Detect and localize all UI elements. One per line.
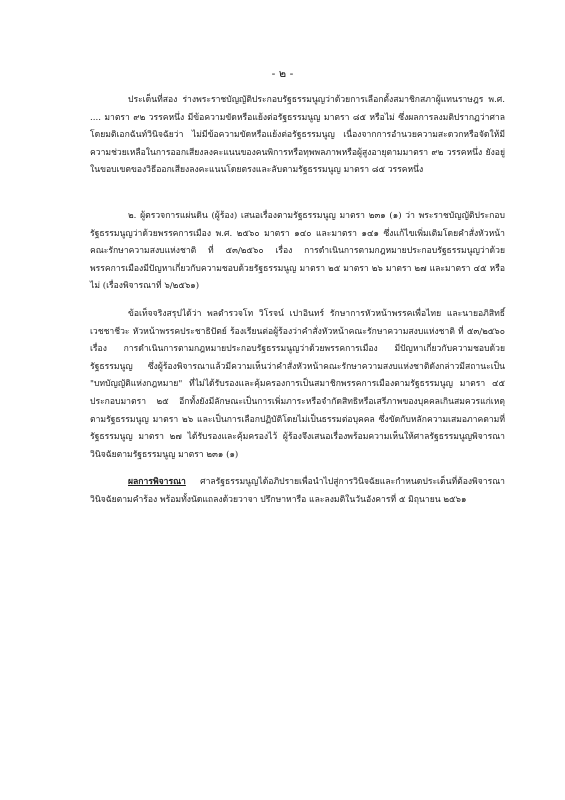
paragraph-facts: ข้อเท็จจริงสรุปได้ว่า พลตำรวจโท วิโรจน์ เปาอินทร์ รักษาการหัวหน้าพรรคเพื่อไทย และนายอภิสิทธิ์ เวชชาชีวะ หัวหน้าพรรคประชาธิปัตย์ ร้องเรียนต่อผู้ร้องว่าคำสั่งหัวหน้าคณะรักษาความสงบแห่งชาติ ที่ ๕๓/๒๕๖๐ เรื่อง การดำเนินการตามกฎหมายประกอบรัฐธรรมนูญว่าด้วยพรรคการเมือง มีปัญหาเกี่ยวกับความชอบด้วยรัฐธรรมนูญ ซึ่งผู้ร้องพิจารณาแล้วมีความเห็นว่าคำสั่งหัวหน้าคณะรักษาความสงบแห่งชาติดังกล่าวมีสถานะเป็น "บทบัญญัติแห่งกฎหมาย" ที่ไม่ได้รับรองและคุ้มครองการเป็นสมาชิกพรรคการเมืองตามรัฐธรรมนูญ มาตรา ๔๕ ประกอบมาตรา ๒๕ อีกทั้งยังมีลักษณะเป็นการเพิ่มภาระหรือจำกัดสิทธิหรือเสรีภาพของบุคคลเกินสมควรแก่เหตุตามรัฐธรรมนูญ มาตรา ๒๖ และเป็นการเลือกปฏิบัติโดยไม่เป็นธรรมต่อบุคคล ซึ่งขัดกับหลักความเสมอภาคตามที่รัฐธรรมนูญ มาตรา ๒๗ ได้รับรองและคุ้มครองไว้ ผู้ร้องจึงเสนอเรื่องพร้อมความเห็นให้ศาลรัฐธรรมนูญพิจารณาวินิจฉัยตามรัฐธรรมนูญ มาตรา ๒๓๑ (๑) bbox=[90, 308, 505, 460]
paragraph-issue-two: ประเด็นที่สอง ร่างพระราชบัญญัติประกอบรัฐธรรมนูญว่าด้วยการเลือกตั้งสมาชิกสภาผู้แทนราษฎร พ.ศ. .... มาตรา ๙๒ วรรคหนึ่ง มีข้อความขัดหรือแย้งต่อรัฐธรรมนูญ มาตรา ๘๕ หรือไม่ ซึ่งผลการลงมติปรากฏว่าศาลโดยมติเอกฉันท์วินิจฉัยว่า ไม่มีข้อความขัดหรือแย้งต่อรัฐธรรมนูญ เนื่องจากการอำนวยความสะดวกหรือจัดให้มีความช่วยเหลือในการออกเสียงลงคะแนนของคนพิการหรือทุพพลภาพหรือผู้สูงอายุตามมาตรา ๙๒ วรรคหนึ่ง ยังอยู่ในขอบเขตของวิธีออกเสียงลงคะแนนโดยตรงและลับตามรัฐธรรมนูญ มาตรา ๘๕ วรรคหนึ่ง bbox=[90, 95, 505, 176]
paragraph-case-two: ๒. ผู้ตรวจการแผ่นดิน (ผู้ร้อง) เสนอเรื่องตามรัฐธรรมนูญ มาตรา ๒๓๑ (๑) ว่า พระราชบัญญัติประกอบรัฐธรรมนูญว่าด้วยพรรคการเมือง พ.ศ. ๒๕๖๐ มาตรา ๑๔๐ และมาตรา ๑๔๑ ซึ่งแก้ไขเพิ่มเติมโดยคำสั่งหัวหน้าคณะรักษาความสงบแห่งชาติ ที่ ๕๓/๒๕๖๐ เรื่อง การดำเนินการตามกฎหมายประกอบรัฐธรรมนูญว่าด้วยพรรคการเมืองมีปัญหาเกี่ยวกับความชอบด้วยรัฐธรรมนูญ มาตรา ๒๕ มาตรา ๒๖ มาตรา ๒๗ และมาตรา ๔๕ หรือไม่ (เรื่องพิจารณาที่ ๖/๒๕๖๑) bbox=[90, 210, 505, 292]
result-text: ศาลรัฐธรรมนูญได้อภิปรายเพื่อนำไปสู่การวินิจฉัยและกำหนดประเด็นที่ต้องพิจารณาวินิจฉัยตามคำร้อง พร้อมทั้งนัดแถลงด้วยวาจา ปรึกษาหารือ และลงมติในวันอังคารที่ ๕ มิถุนายน ๒๕๖๑ bbox=[90, 477, 505, 505]
result-heading: ผลการพิจารณา bbox=[128, 477, 186, 488]
document-body bbox=[90, 92, 505, 509]
page-number: - ๒ - bbox=[271, 67, 294, 80]
paragraph-result bbox=[90, 474, 505, 509]
